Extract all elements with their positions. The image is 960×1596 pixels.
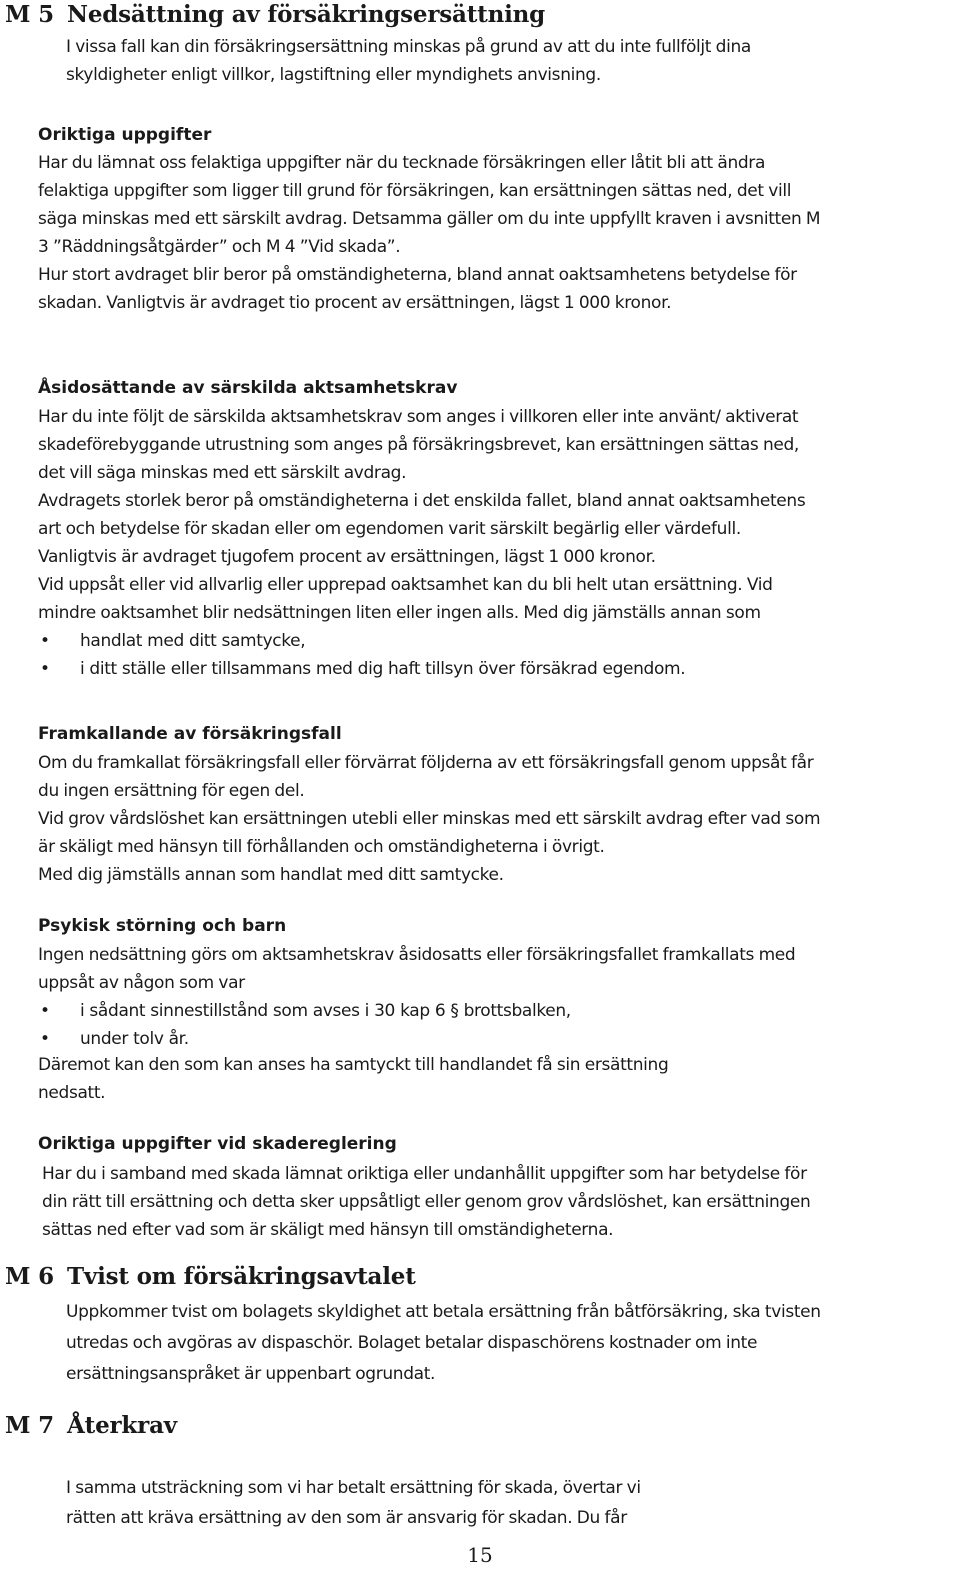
body-line: art och betydelse för skadan eller om egendomen varit särskilt begärlig eller värdefull. <box>38 519 741 539</box>
body-line: Vid uppsåt eller vid allvarlig eller upprepad oaktsamhet kan du bli helt utan ersättning. Vid <box>38 575 773 595</box>
bullet-icon: • <box>40 1001 50 1021</box>
body-line: Vid grov vårdslöshet kan ersättningen utebli eller minskas med ett särskilt avdrag efter vad som <box>38 809 821 829</box>
bullet-icon: • <box>40 659 50 679</box>
body-line: 3 ”Räddningsåtgärder” och M 4 ”Vid skada”. <box>38 237 401 257</box>
list-item-text: i sådant sinnestillstånd som avses i 30 kap 6 § brottsbalken, <box>80 1001 571 1021</box>
body-line: Uppkommer tvist om bolagets skyldighet att betala ersättning från båtförsäkring, ska tvisten <box>66 1302 821 1322</box>
body-line: Hur stort avdraget blir beror på omständigheterna, bland annat oaktsamhetens betydelse för <box>38 265 797 285</box>
body-line: skadan. Vanligtvis är avdraget tio procent av ersättningen, lägst 1 000 kronor. <box>38 293 672 313</box>
section-heading-framkallande: Framkallande av försäkringsfall <box>38 724 342 744</box>
m7-body <box>66 1473 641 1533</box>
chapter-number: M 7 <box>5 1412 54 1439</box>
chapter-number: M 5 <box>5 1 54 28</box>
body-line: du ingen ersättning för egen del. <box>38 781 305 801</box>
body-line: mindre oaktsamhet blir nedsättningen liten eller ingen alls. Med dig jämställs annan som <box>38 603 761 623</box>
body-line: Har du lämnat oss felaktiga uppgifter när du tecknade försäkringen eller låtit bli att ändra <box>38 153 766 173</box>
body-line: utredas och avgöras av dispaschör. Bolaget betalar dispaschörens kostnader om inte <box>66 1333 758 1353</box>
section-body-skadereglering <box>42 1160 810 1244</box>
page-number: 15 <box>467 1543 493 1567</box>
body-line: Ingen nedsättning görs om aktsamhetskrav åsidosatts eller försäkringsfallet framkallats med <box>38 945 796 965</box>
body-line: Har du inte följt de särskilda aktsamhetskrav som anges i villkoren eller inte använt/ aktiverat <box>38 407 799 427</box>
list-item <box>38 655 685 683</box>
list-item <box>38 1025 571 1053</box>
body-line: ersättningsanspråket är uppenbart ogrundat. <box>66 1364 436 1384</box>
section-body-oriktiga-uppgifter <box>38 149 820 317</box>
chapter-title: Nedsättning av försäkringsersättning <box>67 1 546 28</box>
section-body-framkallande <box>38 749 820 889</box>
list-item <box>38 997 571 1025</box>
list-item-text: i ditt ställe eller tillsammans med dig haft tillsyn över försäkrad egendom. <box>80 659 686 679</box>
bullet-list-psykisk-storning <box>38 997 571 1053</box>
body-line: nedsatt. <box>38 1083 106 1103</box>
intro-line: skyldigheter enligt villkor, lagstiftning eller myndighets anvisning. <box>66 65 601 85</box>
section-heading-skadereglering: Oriktiga uppgifter vid skadereglering <box>38 1134 397 1154</box>
chapter-title: Återkrav <box>67 1412 177 1439</box>
chapter-heading-m6 <box>5 1262 416 1292</box>
body-line: rätten att kräva ersättning av den som är ansvarig för skadan. Du får <box>66 1508 627 1528</box>
bullet-icon: • <box>40 1029 50 1049</box>
list-item-text: handlat med ditt samtycke, <box>80 631 306 651</box>
body-line: Vanligtvis är avdraget tjugofem procent av ersättningen, lägst 1 000 kronor. <box>38 547 656 567</box>
intro-line: I vissa fall kan din försäkringsersättning minskas på grund av att du inte fullföljt dina <box>66 37 751 57</box>
list-item-text: under tolv år. <box>80 1029 189 1049</box>
body-line: sättas ned efter vad som är skäligt med hänsyn till omständigheterna. <box>42 1220 614 1240</box>
body-line: Avdragets storlek beror på omständigheterna i det enskilda fallet, bland annat oaktsamhetens <box>38 491 806 511</box>
body-line: Har du i samband med skada lämnat oriktiga eller undanhållit uppgifter som har betydelse för <box>42 1164 807 1184</box>
section-heading-asidosattande: Åsidosättande av särskilda aktsamhetskrav <box>38 378 458 398</box>
m6-body <box>66 1297 821 1390</box>
body-line: uppsåt av någon som var <box>38 973 245 993</box>
section-body-asidosattande <box>38 403 805 627</box>
body-line: din rätt till ersättning och detta sker uppsåtligt eller genom grov vårdslöshet, kan ersättningen <box>42 1192 811 1212</box>
section-heading-oriktiga-uppgifter: Oriktiga uppgifter <box>38 125 212 145</box>
body-line: skadeförebyggande utrustning som anges på försäkringsbrevet, kan ersättningen sättas ned, <box>38 435 799 455</box>
section-body-psykisk-storning <box>38 941 795 997</box>
chapter-title: Tvist om försäkringsavtalet <box>67 1263 416 1290</box>
chapter-heading-m5 <box>5 0 545 30</box>
body-line: felaktiga uppgifter som ligger till grund för försäkringen, kan ersättningen sättas ned, det vill <box>38 181 792 201</box>
bullet-list-asidosattande <box>38 627 685 683</box>
section-heading-psykisk-storning: Psykisk störning och barn <box>38 916 287 936</box>
body-line: Med dig jämställs annan som handlat med ditt samtycke. <box>38 865 504 885</box>
section-after-psykisk-storning <box>38 1051 668 1107</box>
chapter-number: M 6 <box>5 1263 54 1290</box>
body-line: Om du framkallat försäkringsfall eller förvärrat följderna av ett försäkringsfall genom uppsåt får <box>38 753 814 773</box>
m5-intro <box>66 33 751 89</box>
body-line: Däremot kan den som kan anses ha samtyckt till handlandet få sin ersättning <box>38 1055 669 1075</box>
body-line: säga minskas med ett särskilt avdrag. Detsamma gäller om du inte uppfyllt kraven i avsnitten M <box>38 209 821 229</box>
body-line: det vill säga minskas med ett särskilt avdrag. <box>38 463 407 483</box>
chapter-heading-m7 <box>5 1411 177 1441</box>
bullet-icon: • <box>40 631 50 651</box>
body-line: är skäligt med hänsyn till förhållanden och omständigheterna i övrigt. <box>38 837 605 857</box>
list-item <box>38 627 685 655</box>
body-line: I samma utsträckning som vi har betalt ersättning för skada, övertar vi <box>66 1478 641 1498</box>
